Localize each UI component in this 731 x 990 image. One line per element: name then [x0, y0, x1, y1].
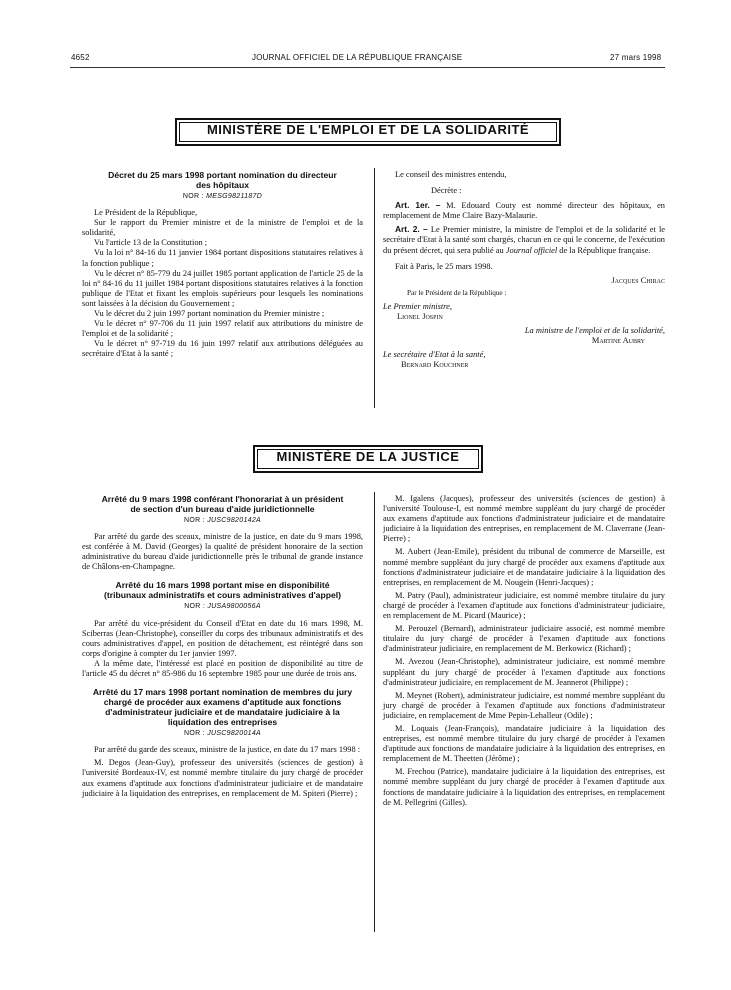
decree-para: Vu l'article 13 de la Constitution ; [94, 238, 208, 248]
decree-para: Vu le décret n° 85-779 du 24 juillet 1985 portant application de l'article 25 de la loi n° 84-16 du 11 juillet 1984 portant dispositions statutaires relatives à la fonction publique de l'Etat et fixant les emplois supérieurs pour lesquels les nominations sont laissées à la décision du Gouvernement ; [82, 268, 363, 308]
se-name: Bernard Kouchner [401, 360, 469, 370]
nor-line: NOR : JUSA9800056A [184, 603, 261, 611]
article-1: Art. 1er. – M. Edouard Couty est nommé directeur des hôpitaux, en remplacement de Mme Claire Bazy-Malaurie. [383, 200, 665, 221]
justice-left-column [82, 494, 363, 799]
arrete-text: M. Perouzel (Bernard), administrateur judiciaire associé, est nommé membre titulaire du jury chargé de procéder à l'examen d'aptitude aux fonctions d'administrateur judiciaire, en remplacement de M. Berkowicz (Richard) ; [383, 624, 665, 654]
justice-right-column [383, 494, 665, 808]
decree-para: Vu le décret n° 97-719 du 16 juin 1997 relatif aux attributions déléguées au secrétaire d'Etat à la santé ; [82, 339, 363, 359]
nor-code: JUSC9820142A [207, 517, 261, 524]
ministry-title: MINISTÈRE DE L'EMPLOI ET DE LA SOLIDARITÉ [206, 122, 530, 137]
decree-para: Vu le décret du 2 juin 1997 portant nomination du Premier ministre ; [94, 309, 325, 319]
arrete-text: Par arrêté du vice-président du Conseil d'Etat en date du 16 mars 1998, M. Sciberras (Jean-Christophe), conseiller du corps des tribunaux administratifs et des cours administratives d'appel, en position de détachement, est réintégré dans son corps d'origine à compter du 1er janvier 1997. [82, 618, 363, 658]
page-number: 4652 [71, 53, 90, 62]
pm-name: Lionel Jospin [397, 312, 443, 322]
nor-code: MESG9821187D [206, 193, 263, 200]
issue-date: 27 mars 1998 [610, 53, 662, 62]
ministry-box-justice [253, 445, 483, 473]
decree-para: Sur le rapport du Premier ministre et de la ministre de l'emploi et de la solidarité, [82, 218, 363, 238]
arrete-text: Par arrêté du garde des sceaux, ministre de la justice, en date du 9 mars 1998, est conférée à M. David (Georges) la qualité de président honoraire de la section administrative du bureau d'aide juridictionnelle près le tribunal de grande instance de Châlons-en-Champagne. [82, 532, 363, 572]
se-title: Le secrétaire d'Etat à la santé, [383, 350, 486, 360]
arrete-text: Par arrêté du garde des sceaux, ministre de la justice, en date du 17 mars 1998 : [94, 745, 361, 755]
decrete: Décrète : [431, 186, 462, 196]
nor-code: JUSA9800056A [207, 603, 261, 611]
decree-title: Décret du 25 mars 1998 portant nomination du directeur des hôpitaux [108, 170, 337, 190]
arrete-text: A la même date, l'intéressé est placé en position de disponibilité au titre de l'article 45 du décret n° 85-986 du 16 septembre 1985 pour une durée de trois ans. [82, 658, 363, 679]
pm-title: Le Premier ministre, [383, 301, 452, 311]
nor-code: JUSC9820014A [207, 730, 261, 738]
article-2: Art. 2. – Le Premier ministre, la ministre de l'emploi et de la solidarité et le secrétaire d'Etat à la santé sont chargés, chacun en ce qui le concerne, de l'exécution du présent décret, qui sera publié au Journal officiel de la République française. [383, 224, 665, 255]
minister-title: La ministre de l'emploi et de la solidarité, [524, 326, 665, 336]
arrete-title: Arrêté du 16 mars 1998 portant mise en disponibilité (tribunaux administratifs et cours administratives d'appel) [104, 580, 341, 601]
signature-president: Jacques Chirac [611, 275, 665, 285]
arrete-text: M. Aubert (Jean-Emile), président du tribunal de commerce de Marseille, est nommé membre suppléant du jury chargé de procéder aux examens d'aptitude aux fonctions d'administrateur judiciaire et de mandataire judiciaire à la liquidation des entreprises, en remplacement de M. Nougein (Henri-Jacques) ; [383, 547, 665, 587]
nor-line: NOR : JUSC9820142A [183, 517, 261, 524]
par-le-president: Par le Président de la République : [407, 288, 507, 297]
decree-para: Le Président de la République, [94, 208, 198, 218]
decree-para: Le conseil des ministres entendu, [395, 170, 507, 179]
nor-line: NOR : JUSC9820014A [183, 730, 261, 738]
arrete-title: Arrêté du 17 mars 1998 portant nomination de membres du jury chargé de procéder aux examens d'aptitude aux fonctions d'administrateur judiciaire et de mandataire judiciaire à la liquidation des entreprises [92, 687, 353, 728]
arrete-text: M. Degos (Jean-Guy), professeur des universités (sciences de gestion) à l'université Bordeaux-IV, est nommé membre titulaire du jury chargé de procéder aux examens d'aptitude aux fonctions d'administrateur judiciaire et de mandataire judiciaire à la liquidation des entreprises, en remplacement de M. Spiteri (Pierre) ; [82, 758, 363, 798]
journal-title: JOURNAL OFFICIEL DE LA RÉPUBLIQUE FRANÇAISE [252, 53, 463, 62]
column-divider [374, 168, 375, 408]
ministry-title: MINISTÈRE DE LA JUSTICE [276, 449, 460, 464]
arrete-text: M. Frechou (Patrice), mandataire judiciaire à la liquidation des entreprises, est nommé membre suppléant du jury chargé de procéder à l'examen d'aptitude aux fonctions de mandataire judiciaire à la liquidation des entreprises, en remplacement de M. Pellegrini (Gilles). [383, 767, 665, 807]
decree-left-column [82, 170, 363, 360]
decree-right-column [383, 170, 665, 371]
decree-para: Vu la loi n° 84-16 du 11 janvier 1984 portant dispositions statutaires relatives à la fonction publique ; [82, 248, 363, 268]
arrete-text: M. Avezou (Jean-Christophe), administrateur judiciaire, est nommé membre suppléant du jury chargé de procéder à l'examen d'aptitude aux fonctions d'administrateur judiciaire, en remplacement de M. Jeannerot (Philippe) ; [383, 657, 665, 687]
column-divider [374, 492, 375, 932]
arrete-text: M. Meynet (Robert), administrateur judiciaire, est nommé membre suppléant du jury chargé de procéder à l'examen d'aptitude aux fonctions d'administrateur judiciaire, en remplacement de Mme Pepin-Lehalleur (Odile) ; [383, 690, 665, 720]
minister-name: Martine Aubry [591, 336, 645, 346]
nor-line: NOR : MESG9821187D [182, 193, 263, 200]
fait-a-paris: Fait à Paris, le 25 mars 1998. [395, 261, 493, 271]
header-rule [70, 67, 665, 68]
ministry-box-emploi [175, 118, 561, 146]
decree-para: Vu le décret n° 97-706 du 11 juin 1997 relatif aux attributions du ministre de l'emploi et de la solidarité ; [82, 319, 363, 339]
arrete-text: M. Loquais (Jean-François), mandataire judiciaire à la liquidation des entreprises, est nommé membre titulaire du jury chargé de procéder à l'examen d'aptitude aux fonctions de mandataire judiciaire à la liquidation des entreprises, en remplacement de M. Theetten (Jérôme) ; [383, 723, 665, 764]
arrete-title: Arrêté du 9 mars 1998 conférant l'honorariat à un président de section d'un bureau d'aide juridictionnelle [101, 494, 344, 514]
arrete-text: M. Patry (Paul), administrateur judiciaire, est nommé membre titulaire du jury chargé de procéder à l'examen d'aptitude aux fonctions d'administrateur judiciaire, en remplacement de M. Picard (Maurice) ; [383, 590, 665, 621]
arrete-text: M. Igalens (Jacques), professeur des universités (sciences de gestion) à l'université Toulouse-I, est nommé membre suppléant du jury chargé de procéder aux examens d'aptitude aux fonctions d'administrateur judiciaire et de mandataire judiciaire à la liquidation des entreprises, en remplacement de M. Claverrane (Jean-Pierre) ; [383, 494, 665, 544]
